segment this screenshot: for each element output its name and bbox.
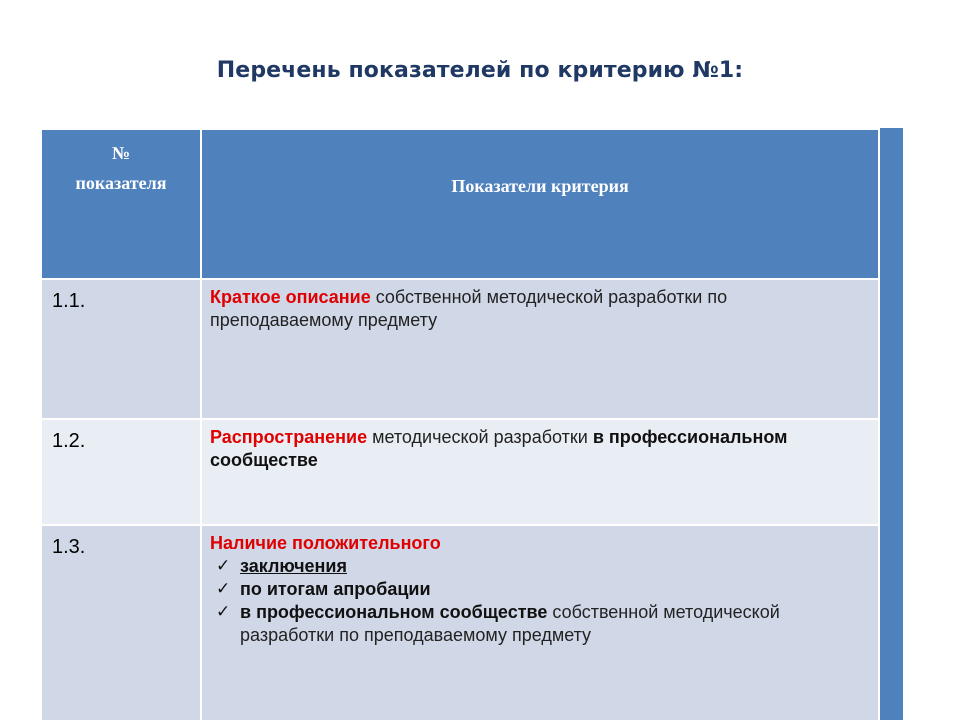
criteria-highlight: Распространение xyxy=(210,427,368,447)
checklist-item xyxy=(214,601,870,647)
check-icon: ✓ xyxy=(216,556,231,576)
criteria-text xyxy=(202,420,878,472)
header-criteria-column: Показатели критерия xyxy=(201,129,879,279)
header-number-symbol: № xyxy=(111,143,131,163)
checklist-item xyxy=(214,578,870,601)
row-number: 1.1. xyxy=(52,290,86,312)
criteria-middle: методической разработки xyxy=(367,427,593,447)
table-row xyxy=(41,525,879,720)
checklist xyxy=(210,555,870,647)
checklist-item xyxy=(214,555,870,578)
table-row xyxy=(41,279,879,419)
table-row xyxy=(41,419,879,525)
checklist-item-bold: по итогам апробации xyxy=(240,579,431,599)
criteria-table xyxy=(40,128,880,720)
criteria-text xyxy=(202,280,878,332)
row-criteria-cell xyxy=(201,419,879,525)
row-number: 1.2. xyxy=(52,430,86,452)
row-criteria-cell xyxy=(201,279,879,419)
check-icon: ✓ xyxy=(216,579,231,599)
page-title: Перечень показателей по критерию №1: xyxy=(216,58,744,83)
row-criteria-cell xyxy=(201,525,879,720)
criteria-text xyxy=(202,526,878,647)
row-number-cell xyxy=(41,279,201,419)
checklist-item-bold: в профессиональном сообществе xyxy=(240,602,548,622)
criteria-highlight: Наличие положительного xyxy=(210,533,441,553)
criteria-highlight: Краткое описание xyxy=(210,287,371,307)
checklist-item-bold: заключения xyxy=(240,556,347,576)
checklist-item-tail: собственной методической разработки по преподаваемому предмету xyxy=(240,602,780,645)
header-number-label: показателя xyxy=(75,173,167,193)
header-number-column xyxy=(41,129,201,279)
row-number-cell xyxy=(41,419,201,525)
check-icon: ✓ xyxy=(216,602,231,622)
row-number-cell xyxy=(41,525,201,720)
criteria-bold-tail: в профессиональном сообществе xyxy=(210,427,788,470)
table-header-row xyxy=(41,129,879,279)
criteria-rest: собственной методической разработки по преподаваемому предмету xyxy=(210,287,728,330)
row-number: 1.3. xyxy=(52,536,86,558)
